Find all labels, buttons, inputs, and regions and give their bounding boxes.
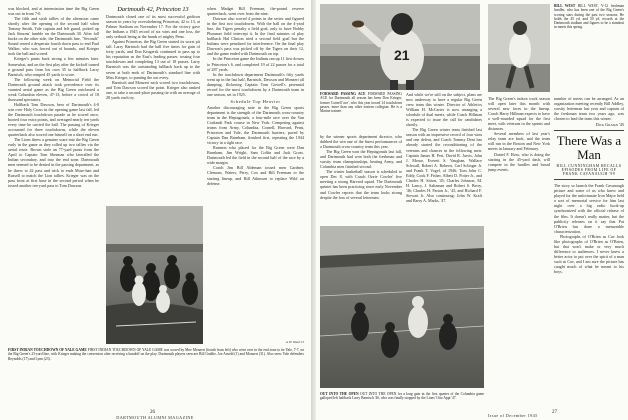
caption-lead: OUT INTO THE OPEN bbox=[320, 392, 359, 396]
left-column-1 bbox=[8, 6, 99, 346]
left-column-3 bbox=[207, 6, 304, 346]
right-col-paragraph: Several members of last year's relay team are back, and the team will run in the Boston and New York meets in January and February. bbox=[488, 131, 550, 152]
left-col1-paragraph: The Lions threw a genuine scare into the Big Green early in the game as they rolled up two tallies via the aerial route. Brown stole an 77-yard punts from the April to Captain Tom Sherman who lateralled the Indian secondary, and into the end zone. Dartmouth men seemed to be denied in the passing department, as he threw to 42 pass and trick to ends Mose-han and Russell to match the Lion tallies. Krieger was on the pass front at first base in the second period when he tossed another ten-yard pass to Tom Dawson. bbox=[8, 137, 99, 188]
page-number: 27 bbox=[552, 410, 557, 415]
left-col2-paragraph: Against Princeton, the Big Green started its worst pit fall. Larry Barnisch had the ball five times for gain of forty yards, and Don Krugersk continued to pass up to his reputation as the East's leading passer, tossing four touchdowns and completing 13 out of 18 passes. Larry Barnisch was the outstanding fullback back up to the seven at both ends of Dartmouth's standard line with Miss Krieger, to punting the out every. bbox=[106, 39, 200, 80]
passing-ace-photo bbox=[320, 4, 480, 90]
left-col3-paragraph: In the touchdown department Dartmouth's fifty yards went up in the last half, Barnisch, Dawson and Monzert all dumping, flickering Captain Tom Gowell's perennial record for the most touchdowns by a Dartmouth team in one season, set in 1925. bbox=[207, 71, 304, 97]
left-col1-paragraph: The following week on Memorial Field the Dartmouth ground attack took precedence over its vaunted aerial game as the Big Green outclassed a weak Columbia eleven, 47-13, before a crowd of 18 thousand spectators. bbox=[8, 76, 99, 102]
bill-west-photo bbox=[488, 4, 550, 92]
article-headline: Dartmouth 42, Princeton 13 bbox=[117, 6, 189, 13]
right-col-paragraph: number of meets can be arranged. As an organization meeting recently Bill Addley, varsity letterman last year and captain of the freshman team two years ago, was chosen to lead the team this winter. bbox=[554, 96, 624, 122]
left-col1-paragraph: Krieger's punts back strong a few minutes later. Somewhat, and on the first play after the kickoff turned a ground pass from his own 35 to halfback Larry Barnisch, who romped 45 yards to score. bbox=[8, 56, 99, 77]
left-col2-paragraph: Barnisch and Monzert each scored two touchdowns, and Tom Dawson scored the point. Krieger also ranked one, to take a second-place passing tie with an average of 28 yards each try. bbox=[106, 79, 200, 100]
football-run-photo bbox=[320, 226, 484, 388]
columbia-game-photo bbox=[320, 226, 484, 388]
hurdler-photo bbox=[488, 4, 550, 92]
left-col2-paragraph: Dartmouth closed one of its most successful gridiron season in years by overwhelming Princeton, 42 to 13, at Palmer Stadium on November 17. For the victory gave the Indians a 1945 record of six wins and one loss, the only setback being at the hands of mighty Penn. bbox=[106, 14, 200, 40]
right-col-paragraph: by the winner sports department director, who dubbed the win one of the finest performances of a Dartmouth cross-country team this year. bbox=[320, 134, 402, 150]
right-column-4 bbox=[554, 96, 624, 396]
left-col1-paragraph: The fifth and sixth tallies of the afternoon came shortly after the opening of the second half when Tommy Smith, Yale captain and left guard, picked up Jack Simons' fumble on the Dartmouth 30. After fall backs on the other side, the Dartmouth line, "Seconds" Sound reared a desperate fourth down pass to end Paul Walker, who was forced out of bounds, and Krieger took the ball and scored. bbox=[8, 16, 99, 57]
right-col-paragraph: The Big Green won the Heptagonals last fall, and Dartmouth had won both the freshman and varsity team championships, beating Army, and Columbia men finished second. bbox=[320, 149, 402, 170]
page-footer: DARTMOUTH ALUMNI MAGAZINE bbox=[116, 415, 194, 420]
caption-text: OUT INTO THE OPEN for a long gain in the first quarter of the Columbia game galloped left halfback Larry Barnisch '46, who was finally stopped by the Lions' Otto Appt '47. bbox=[320, 392, 484, 401]
left-column-2 bbox=[106, 6, 200, 202]
right-col-paragraph: Photographs of O'Brien as Cav look like photographs of O'Brien as O'Brien, but that won't make or very much difference to audiences. I never knew a better actor to put over the spirit of a man such as Cav, and I am sure the picture has caught much of what he meant to his boys. bbox=[554, 233, 624, 275]
section-divider bbox=[554, 179, 624, 180]
yale-touchdown-photo bbox=[106, 206, 203, 344]
left-col3-paragraph: In the Princeton game the Indians ran up 11 first downs to Princeton's 6, and completed 19 of 22 passes for a total of 287 yards. bbox=[207, 56, 304, 72]
left-col1-paragraph: Halfback Tom Dawson, hero of Dartmouth's 4-0 win over Holy Cross in the opening game last fall, led the Dartmouth touchdown parade as he scored once, booted four extra points, and averaged nearly ten yards every time he carried the ball. The passing of Krieger accounted for three touchdowns, while the eleven quarterback also scored one himself on a short end run. bbox=[8, 101, 99, 138]
left-page bbox=[0, 0, 312, 420]
article-byline: BILL CUNNINGHAM RECALLS EPISODES FROM LIFE OF FRANK CAVANAUGH '99 bbox=[556, 164, 622, 177]
football-action-photo bbox=[106, 206, 203, 344]
right-col-paragraph: The winter basketball season is scheduled to open Dec 8, with Coach Ozzie Cowles' five meeting a strong Harvard squad. The Dartmouth quintet has been practicing since early November and Cowles reports that the team looks strong despite the loss of several lettermen. bbox=[320, 169, 402, 200]
columbia-photo-caption bbox=[320, 392, 484, 401]
left-col3-paragraph: Dawson also scored 4 points in the series and figured in the first two touchdowns. With the ball on the 4-yard line, tho Tigers penalty a field goal, only to have Bobby Plummer field intercept it. In the final minutes of play halfback Hal Clinton tried a second field goal but the Indians were penalized for interference. On the final play Dawson's pass was picked off by the Tigers on their 12, and the game ended with Dartmouth on top. bbox=[207, 16, 304, 57]
caption-lead: FORWARD PASSING ACE bbox=[320, 92, 366, 96]
left-col3-paragraph: when Madget Bill Freeman, the-pound reserve quarterback, went over from the nine. bbox=[207, 6, 304, 17]
right-page bbox=[316, 0, 628, 420]
quarterback-photo bbox=[320, 4, 480, 90]
caption-text: BILL WEST, V-12 freshman hurdler, who has been one of the Big Green's scoring stars during the past two seasons. He holds the 45 yd, and 50 yd. records at the Dartmouth stadium and figures to be a standout in meets this spring. bbox=[554, 4, 624, 30]
right-col-paragraph: The Big Green winter team finished last season with an impressive record of four wins and one defeat, and Coach Tommy Dent has already started the reconditioning of the veterans and chances in the following men: Captain James H. Peri, David R. Jarvis, John J. Mosse, Everett S. Vaughan, Wallace Schwall, Robert A. Roberts, Carl Sclinger Jr. and Frank T. Vogel, of 1946; Tom John C. Eddy, Cook F. Fisher, Albert D. Potter Jr., and Charles H. Sitton, '45; Charles Johnson, M. H. Lancy, J. Saltzman and Robert S. Berry, '46; Charles H. Parton Jr., '45, and Richard F. Stewart Jr. Also continuing: John W. Kraft and Barry A. Marks, '47. bbox=[406, 127, 482, 203]
right-col-paragraph: And while we're still on the subject, plans are now underway to have a regular Big Green crew team this winter. Director of Athletics William H. McCarter is now arranging a schedule of dual meets, while Coach Hillman is expected to issue the call for candidates shortly. bbox=[406, 92, 482, 128]
article-title: There Was a Man bbox=[556, 133, 622, 163]
left-col3-paragraph: Runners who placed for the Big Green were Dan Burnham, Jim Wright, Sam Coffin and Jack Gross. Dartmouth led the field in the second half of the race by a wide margin. bbox=[207, 145, 304, 166]
caption-text: FORWARD PASSING ACE for Dartmouth all season has been Don Krieger, former Cornell 'ace', who this year tossed 14 touchdown passes, more than any other eastern collegian. He is a Marine trainee. bbox=[320, 92, 403, 114]
caption-lead: BILL WEST bbox=[554, 4, 576, 8]
right-col-paragraph: The story so launch the Frank Cavanaugh picture and some of us who knew and played for the unfortunate Iron Major held a sort of memorial service for him last night over a big radio hook-up synchronized with the official release of the film. It doesn't really matter, but the publicity releases on it say that Pat O'Brien has done a memorable characterization. bbox=[554, 183, 624, 234]
left-col3-paragraph: Another discouraging note in the Big Green sports department is the strength of the Dartmouth cross-country team in the Heptagonals, a four-mile race over the Van Cortlandt Park course in New York. Competing against teams from Army, Columbia, Cornell, Harvard, Penn, Princeton and Yale, the Dartmouth harriers, paced by Captain Dan Burnham, finished first, repeating the 1944 victory in a tight race. bbox=[207, 104, 304, 146]
right-column-2-upper bbox=[406, 92, 482, 222]
yale-photo-caption bbox=[8, 348, 304, 361]
caption-lead: FIRST INDIAN TOUCHDOWN OF YALE GAME bbox=[8, 348, 87, 352]
right-column-3 bbox=[488, 96, 550, 396]
right-col-paragraph: Daniel F. Hoss, who is doing the starting in the 45-yard dash, will compete in the hurdles and broad jump events. bbox=[488, 151, 550, 172]
page-number: 26 bbox=[150, 410, 155, 415]
section-subhead: Schedule Top Heavier bbox=[230, 98, 281, 104]
right-column-1 bbox=[320, 134, 402, 222]
section-divider bbox=[554, 130, 624, 131]
passing-ace-caption bbox=[320, 92, 402, 132]
photo-credit: A. H. Wood '13 bbox=[285, 340, 304, 344]
svg-text:21: 21 bbox=[394, 47, 410, 63]
left-col1-paragraph: was blocked, and at intermission time the Big Green was out in front 7-0. bbox=[8, 6, 99, 17]
right-col-paragraph: The Big Green's indoor track season will open later this month with several new faces in the lineup. Coach Harry Hillman expects to have a well-rounded squad for the first meet, with veterans in the sprints and distances. bbox=[488, 96, 550, 132]
caption-text: FIRST INDIAN TOUCHDOWN OF YALE GAME was scored by Moe Monzert (fourth from left) who went over in the end zone to tie Yale, 7-7, on the Big Green's 23-yard line, with Krieger making the conversion after receiving a handoff on the play. Dartmouth players seen are Bill Gaddie, Joe Arnold (1) and Monzert (31). Also seen: Yale defenders Reynolds (17) and Lynn (23). bbox=[8, 348, 304, 361]
bill-west-caption bbox=[554, 4, 624, 92]
page-footer: Issue of December 1945 bbox=[488, 413, 538, 418]
left-col3-paragraph: Coach Jim Bill Aldeman tossed men Gardner, Clemons, Waters, Perry, Cox and Bill Freeman to the starting lineup, and Bill Atkinson to replace Wild on defense. bbox=[207, 165, 304, 186]
author-signature: Dick Gilman '45 bbox=[595, 122, 624, 128]
